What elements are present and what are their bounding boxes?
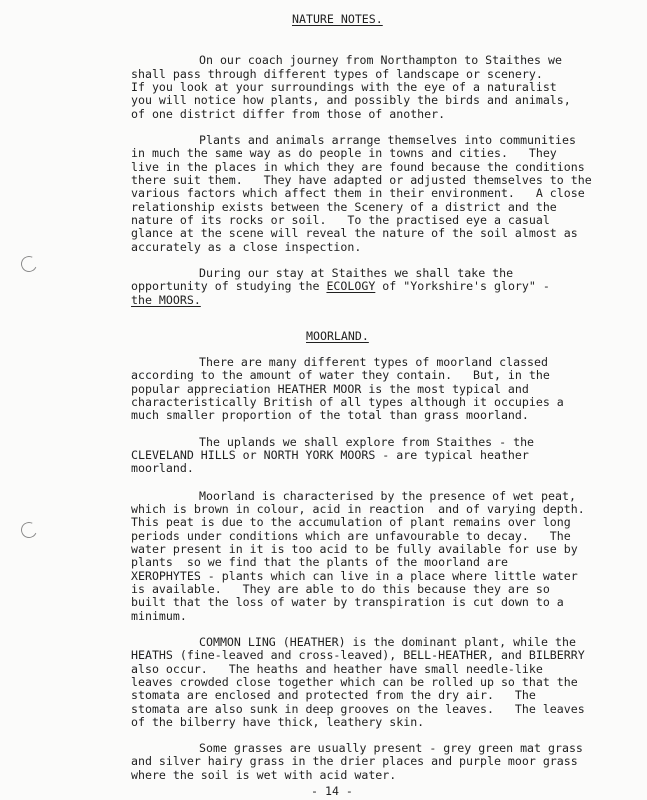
moorland-para5-line: where the soil is wet with acid water. xyxy=(131,768,397,782)
moorland-para3-line: minimum. xyxy=(131,609,187,623)
para1-line: On our coach journey from Northampton to Staithes we xyxy=(199,53,562,67)
para3-line xyxy=(131,280,550,293)
moorland-para3-line: XEROPHYTES - plants which can live in a place where little water xyxy=(131,569,578,583)
punch-hole-bottom xyxy=(19,520,40,541)
para2-line: live in the places in which they are found because the conditions xyxy=(131,160,585,174)
moorland-para1-line: according to the amount of water they contain. But, in the xyxy=(131,368,550,382)
para2-line: Plants and animals arrange themselves into communities xyxy=(199,133,576,147)
moorland-para3-line: Moorland is characterised by the presence of wet peat, xyxy=(199,489,576,503)
para3-text: of "Yorkshire's glory" - xyxy=(375,279,550,293)
para2-line: glance at the scene will reveal the nature of the soil almost as xyxy=(131,226,578,240)
para3-text: opportunity of studying the xyxy=(131,279,327,293)
para1-line: If you look at your surroundings with the eye of a naturalist xyxy=(131,80,557,94)
ecology-term: ECOLOGY xyxy=(326,279,376,293)
moorland-para4-line: stomata are enclosed and protected from the dry air. The xyxy=(131,688,536,702)
para1-line: shall pass through different types of landscape or scenery. xyxy=(131,67,543,81)
page-number: - 14 - xyxy=(311,784,353,798)
para2-line: nature of its rocks or soil. To the practised eye a casual xyxy=(131,213,550,227)
section-heading-moorland: MOORLAND. xyxy=(306,329,369,343)
page-title: NATURE NOTES. xyxy=(292,12,383,26)
moorland-para4-line: stomata are also sunk in deep grooves on the leaves. The leaves xyxy=(131,702,585,716)
punch-hole-top xyxy=(19,254,40,275)
para3-line: During our stay at Staithes we shall take the xyxy=(199,266,514,280)
moorland-para3-line: built that the loss of water by transpiration is cut down to a xyxy=(131,595,564,609)
moorland-para2-line: The uplands we shall explore from Staithes - the xyxy=(199,435,535,449)
para2-line: accurately as a close inspection. xyxy=(131,240,362,254)
moorland-para5-line: Some grasses are usually present - grey green mat grass xyxy=(199,741,583,755)
moorland-para4-line: HEATHS (fine-leaved and cross-leaved), BELL-HEATHER, and BILBERRY xyxy=(131,648,585,662)
moors-term: the MOORS. xyxy=(131,293,201,307)
moorland-para2-line: CLEVELAND HILLS or NORTH YORK MOORS - are typical heather xyxy=(131,448,529,462)
moorland-para3-line: water present in it is too acid to be fully available for use by xyxy=(131,542,578,556)
moorland-para4-line: leaves crowded close together which can be rolled up so that the xyxy=(131,675,578,689)
moorland-para4-line: also occur. The heaths and heather have small needle-like xyxy=(131,662,543,676)
moorland-para1-line: popular appreciation HEATHER MOOR is the most typical and xyxy=(131,382,529,396)
para1-line: of one district differ from those of another. xyxy=(131,107,446,121)
moorland-para5-line: and silver hairy grass in the drier places and purple moor grass xyxy=(131,754,578,768)
moorland-para1-line: There are many different types of moorland classed xyxy=(199,355,549,369)
para2-line: relationship exists between the Scenery of a district and the xyxy=(131,200,557,214)
moorland-para3-line: This peat is due to the accumulation of plant remains over long xyxy=(131,515,571,529)
para2-line: in much the same way as do people in towns and cities. They xyxy=(131,146,557,160)
moorland-para3-line: which is brown in colour, acid in reaction and of varying depth. xyxy=(131,502,585,516)
moorland-para4-line: COMMON LING (HEATHER) is the dominant plant, while the xyxy=(199,635,576,649)
moorland-para3-line: plants so we find that the plants of the moorland are xyxy=(131,555,508,569)
para1-line: you will notice how plants, and possibly the birds and animals, xyxy=(131,93,571,107)
moorland-para1-line: much smaller proportion of the total than grass moorland. xyxy=(131,408,529,422)
moorland-para1-line: characteristically British of all types although it occupies a xyxy=(131,395,564,409)
moorland-para2-line: moorland. xyxy=(131,461,194,475)
moorland-para4-line: of the bilberry have thick, leathery skin. xyxy=(131,715,425,729)
para2-line: various factors which affect them in their environment. A close xyxy=(131,186,585,200)
moorland-para3-line: is available. They are able to do this because they are so xyxy=(131,582,550,596)
para2-line: there suit them. They have adapted or adjusted themselves to the xyxy=(131,173,592,187)
moorland-para3-line: periods under conditions which are unfavourable to decay. The xyxy=(131,529,571,543)
